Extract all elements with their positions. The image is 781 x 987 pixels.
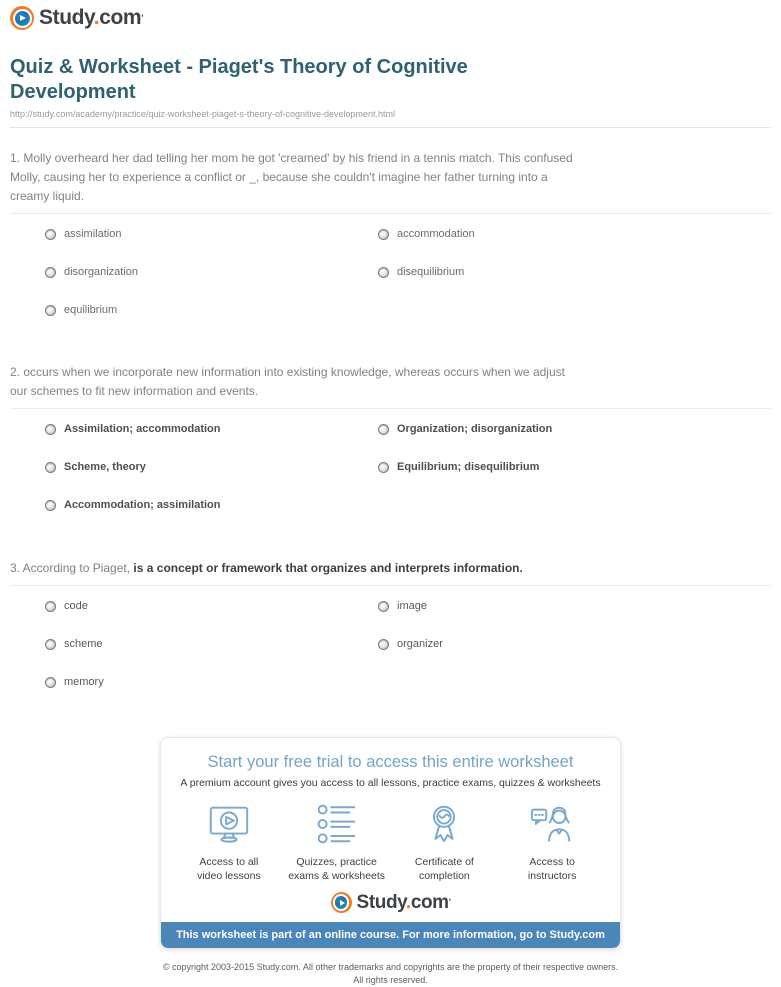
option-label: Organization; disorganization [397,423,553,435]
certificate-icon [421,801,467,847]
option-label: equilibrium [64,304,118,316]
answer-option[interactable] [45,227,378,241]
radio-button[interactable] [45,462,56,473]
option-label: organizer [397,638,443,650]
radio-button[interactable] [45,229,56,240]
study-logo-small [331,892,451,913]
option-label: scheme [64,638,103,650]
answer-option[interactable] [45,498,378,512]
feature-label: Certificate of completion [414,856,474,882]
answer-option[interactable] [45,303,378,317]
option-label: assimilation [64,228,122,240]
answer-option[interactable] [378,265,771,279]
answer-option[interactable] [45,422,378,436]
feature-label: Access to all video lessons [197,856,261,882]
answer-option[interactable] [45,265,378,279]
study-logo [10,6,771,30]
page-title: Quiz & Worksheet - Piaget's Theory of Cognitive Development [10,56,468,103]
radio-button[interactable] [378,639,389,650]
video-lessons-icon [206,801,252,847]
question-2-options [45,422,771,512]
answer-option[interactable] [45,599,378,613]
feature-video-lessons [175,801,283,883]
page-header [10,6,771,128]
radio-button[interactable] [378,462,389,473]
answer-option[interactable] [45,460,378,474]
radio-button[interactable] [378,229,389,240]
answer-option[interactable] [378,422,771,436]
option-label: memory [64,676,104,688]
option-label: image [397,600,427,612]
banner-text: This worksheet is part of an online course. For more information, go to Study.com [176,929,605,941]
copyright-notice: © copyright 2003-2015 Study.com. All other trademarks and copyrights are the property of their respective owners. All rights reserved. [162,962,619,985]
answer-option[interactable] [378,227,771,241]
radio-button[interactable] [45,601,56,612]
play-circle-icon [10,6,34,30]
radio-button[interactable] [45,639,56,650]
question-2 [10,363,771,512]
option-label: Scheme, theory [64,461,146,473]
option-label: code [64,600,88,612]
question-3 [10,559,771,689]
option-label: accommodation [397,228,475,240]
question-3-header [10,559,771,586]
option-label: disorganization [64,266,138,278]
promo-title: Start your free trial to access this entire worksheet [207,753,574,771]
option-label: Assimilation; accommodation [64,423,221,435]
free-trial-promo-card [160,737,621,949]
question-1 [10,149,771,317]
option-label: Equilibrium; disequilibrium [397,461,540,473]
question-2-header [10,363,771,409]
instructors-icon [529,801,575,847]
course-info-banner [161,922,620,948]
question-1-text: 1. Molly overheard her dad telling her mom he got 'creamed' by his friend in a tennis match. This confused Molly, causing her to experience a conflict or _, because she couldn't imagine her father turning into a creamy liquid. [10,151,573,203]
header-divider [10,127,771,128]
feature-label: Quizzes, practice exams & worksheets [288,856,386,882]
radio-button[interactable] [378,424,389,435]
studycom-link[interactable]: Study.com [549,929,605,941]
logo-wordmark: Study.com' [356,892,451,913]
option-label: disequilibrium [397,266,465,278]
radio-button[interactable] [45,424,56,435]
feature-label: Access to instructors [527,856,577,882]
page-url: http://study.com/academy/practice/quiz-worksheet-piaget-s-theory-of-cognitive-development.html [10,109,396,119]
feature-instructors [498,801,606,883]
radio-button[interactable] [45,267,56,278]
logo-wordmark: Study.com' [39,6,143,29]
question-1-header [10,149,771,214]
question-3-text: 3. According to Piaget, is a concept or framework that organizes and interprets information. [10,561,523,575]
option-label: Accommodation; assimilation [64,499,221,511]
feature-list [161,801,620,883]
feature-certificate [391,801,499,883]
radio-button[interactable] [45,305,56,316]
radio-button[interactable] [45,500,56,511]
promo-subtitle: A premium account gives you access to all lessons, practice exams, quizzes & worksheets [180,777,601,789]
feature-quizzes [283,801,391,883]
question-2-text: 2. occurs when we incorporate new information into existing knowledge, whereas occurs when we adjust our schemes to fit new information and events. [10,365,565,398]
radio-button[interactable] [378,601,389,612]
answer-option[interactable] [45,637,378,651]
answer-option[interactable] [45,675,378,689]
question-3-options [45,599,771,689]
quizzes-worksheets-icon [314,801,360,847]
play-circle-icon [331,892,352,913]
answer-option[interactable] [378,599,771,613]
answer-option[interactable] [378,460,771,474]
answer-option[interactable] [378,637,771,651]
question-1-options [45,227,771,317]
radio-button[interactable] [45,677,56,688]
radio-button[interactable] [378,267,389,278]
